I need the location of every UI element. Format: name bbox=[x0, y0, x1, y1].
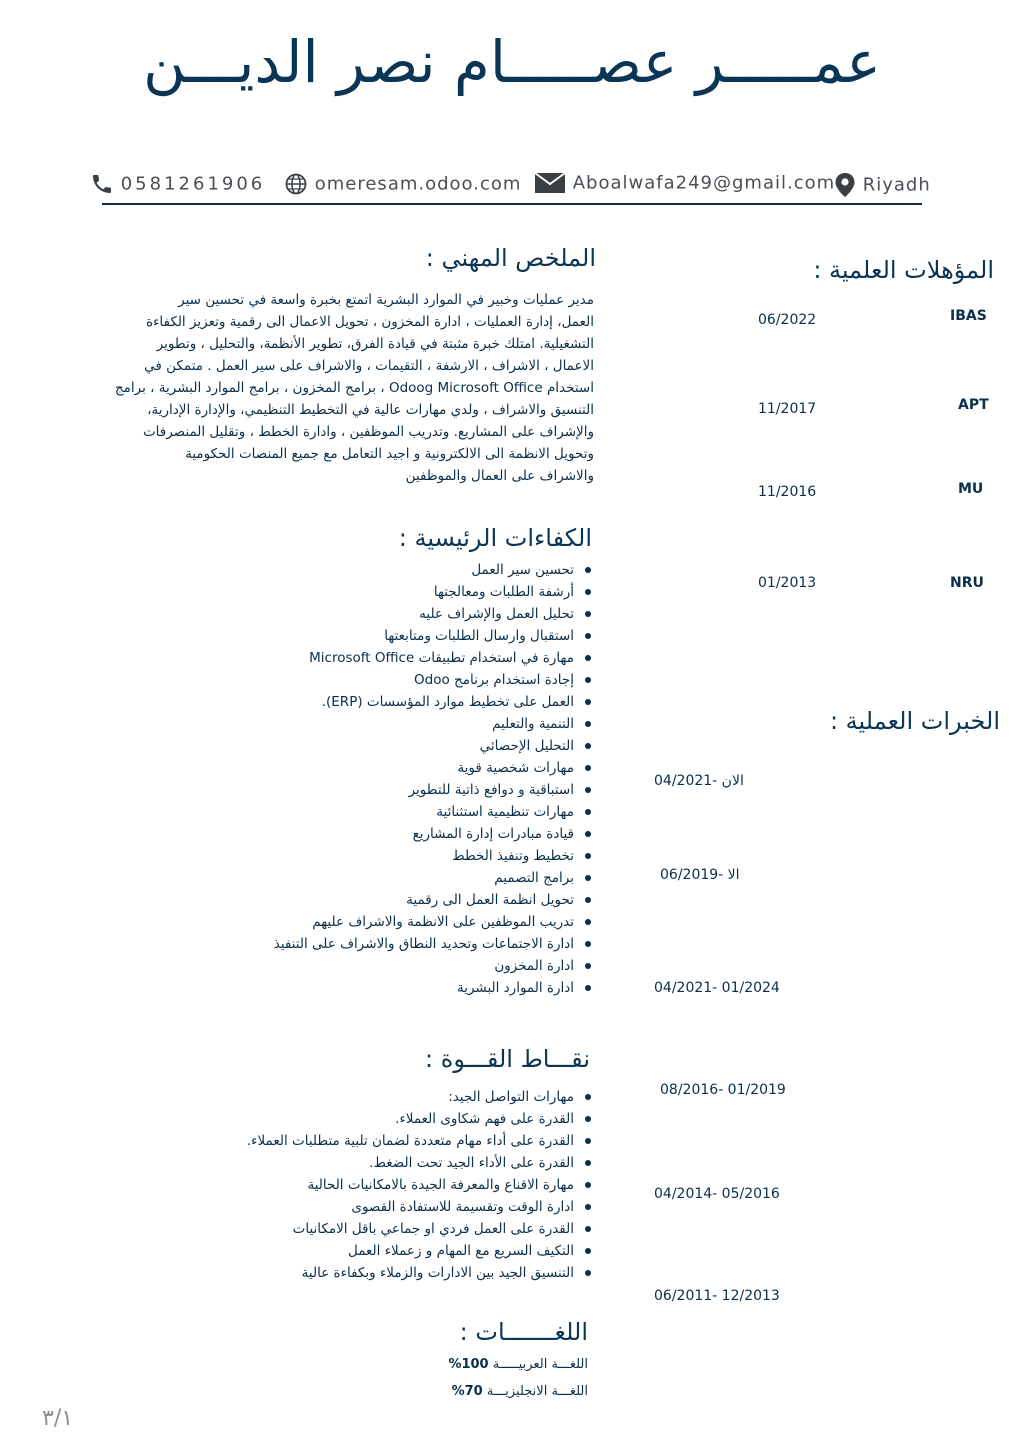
phone-icon bbox=[90, 172, 114, 196]
list-item: التنمية والتعليم bbox=[274, 713, 574, 735]
education-title: المؤهلات العلمية : bbox=[813, 256, 994, 284]
languages-title: اللغـــــــات : bbox=[459, 1318, 588, 1346]
strengths-title: نقـــاط القـــوة : bbox=[425, 1045, 590, 1073]
list-item: مهارات شخصية قوية bbox=[274, 757, 574, 779]
header-divider bbox=[102, 203, 922, 205]
list-item: التحليل الإحصائي bbox=[274, 735, 574, 757]
job-date: 06/2019- الا bbox=[660, 867, 740, 883]
summary-title: الملخص المهني : bbox=[425, 244, 596, 272]
list-item: تحسين سير العمل bbox=[274, 559, 574, 581]
list-item: مهارة الاقناع والمعرفة الجيدة بالامكانيات الحالية bbox=[247, 1174, 574, 1196]
location-pin-icon bbox=[834, 172, 856, 198]
job-date: 04/2014- 05/2016 bbox=[654, 1186, 780, 1202]
list-item: برامج التصميم bbox=[274, 867, 574, 889]
language-item bbox=[452, 1384, 588, 1399]
list-item: القدرة على العمل فردي او جماعي باقل الامكانيات bbox=[247, 1218, 574, 1240]
summary-line: الاعمال ، الاشراف ، الارشفة ، التقيمات ، والاشراف على سير العمل . متمكن في bbox=[144, 358, 594, 374]
job-date: 04/2021- الان bbox=[654, 773, 744, 789]
language-name: اللغـــة العربيـــــة bbox=[492, 1357, 588, 1372]
experience-title: الخبرات العملية : bbox=[829, 707, 1000, 735]
language-item bbox=[448, 1357, 588, 1372]
language-level: 100% bbox=[448, 1357, 489, 1372]
page-number: ٣/١ bbox=[42, 1406, 74, 1431]
globe-icon bbox=[284, 172, 308, 196]
list-item: إجادة استخدام برنامج Odoo bbox=[274, 669, 574, 691]
city-name: Riyadh bbox=[862, 174, 931, 196]
summary-line: العمل، إدارة العمليات ، ادارة المخزون ، تحويل الاعمال الى رقمية وتعزيز الكفاءة bbox=[146, 314, 594, 330]
edu-date: 06/2022 bbox=[758, 312, 817, 328]
list-item: مهارة في استخدام تطبيقات Microsoft Office bbox=[274, 647, 574, 669]
summary-line: والإشراف على المشاريع. وتدريب الموظفين ، وادارة الخطط ، وتقليل المنصرفات bbox=[142, 424, 594, 440]
edu-date: 11/2016 bbox=[758, 484, 817, 500]
edu-date: 01/2013 bbox=[758, 575, 817, 591]
edu-code: NRU bbox=[950, 575, 984, 591]
list-item: ادارة الوقت وتقسيمة للاستفادة القصوى bbox=[247, 1196, 574, 1218]
email-address: Aboalwafa249@gmail.com bbox=[572, 172, 836, 194]
page-title: عمـــــر عصـــــام نصر الديـــن bbox=[143, 28, 881, 96]
edu-code: APT bbox=[958, 397, 989, 413]
list-item: تحويل انظمة العمل الى رقمية bbox=[274, 889, 574, 911]
edu-code: MU bbox=[958, 481, 984, 497]
summary-line: مدير عمليات وخبير في الموارد البشرية اتمتع بخبرة واسعة في تحسين سير bbox=[178, 292, 594, 308]
job-date: 06/2011- 12/2013 bbox=[654, 1288, 780, 1304]
summary-line: التشغيلية. امتلك خبرة مثبتة في قيادة الفرق، تطوير الأنظمة، والتحليل ، وتطوير bbox=[156, 336, 594, 352]
list-item: استقبال وارسال الطلبات ومتابعتها bbox=[274, 625, 574, 647]
list-item: مهارات تنظيمية استثنائية bbox=[274, 801, 574, 823]
list-item: تدريب الموظفين على الانظمة والاشراف عليهم bbox=[274, 911, 574, 933]
strengths-list bbox=[247, 1086, 590, 1284]
list-item: القدرة على أداء مهام متعددة لضمان تلبية متطلبات العملاء. bbox=[247, 1130, 574, 1152]
summary-text bbox=[60, 289, 594, 487]
list-item: ادارة المخزون bbox=[274, 955, 574, 977]
list-item: تحليل العمل والإشراف عليه bbox=[274, 603, 574, 625]
list-item: التنسيق الجيد بين الادارات والزملاء وبكفاءة عالية bbox=[247, 1262, 574, 1284]
summary-line: والاشراف على العمال والموظفين bbox=[405, 468, 594, 484]
envelope-icon bbox=[534, 172, 566, 194]
list-item: القدرة على الأداء الجيد تحت الضغط. bbox=[247, 1152, 574, 1174]
edu-code: IBAS bbox=[950, 308, 987, 324]
summary-line: التنسيق والاشراف ، ولدي مهارات عالية في التخطيط التنظيمي، والإدارة الإدارية، bbox=[147, 402, 594, 418]
language-level: 70% bbox=[451, 1384, 483, 1399]
job-date: 08/2016- 01/2019 bbox=[660, 1082, 786, 1098]
list-item: ادارة الموارد البشرية bbox=[274, 977, 574, 999]
list-item: تخطيط وتنفيذ الخطط bbox=[274, 845, 574, 867]
website-link: omeresam.odoo.com bbox=[314, 173, 522, 195]
competencies-title: الكفاءات الرئيسية : bbox=[398, 524, 592, 552]
list-item: استباقية و دوافع ذاتية للتطوير bbox=[274, 779, 574, 801]
competencies-list bbox=[274, 559, 590, 999]
list-item: ادارة الاجتماعات وتحديد النطاق والاشراف على التنفيذ bbox=[274, 933, 574, 955]
website-contact[interactable] bbox=[284, 172, 521, 202]
phone-contact[interactable] bbox=[90, 172, 265, 202]
list-item: التكيف السريع مع المهام و زعملاء العمل bbox=[247, 1240, 574, 1262]
summary-line: وتحويل الانظمة الى الالكترونية و اجيد التعامل مع جميع المنصات الحكومية bbox=[185, 446, 594, 462]
list-item: مهارات التواصل الجيد: bbox=[247, 1086, 574, 1108]
list-item: أرشفة الطلبات ومعالجتها bbox=[274, 581, 574, 603]
email-contact[interactable] bbox=[534, 172, 835, 202]
edu-date: 11/2017 bbox=[758, 401, 817, 417]
language-name: اللغـــة الانجليزيـــة bbox=[486, 1384, 588, 1399]
location-contact bbox=[834, 172, 931, 202]
phone-number: 0581261906 bbox=[120, 173, 266, 195]
summary-line: استخدام Odoog Microsoft Office ، برامج المخزون ، برامج الموارد البشرية ، برامج bbox=[114, 380, 594, 396]
list-item: العمل على تخطيط موارد المؤسسات (ERP). bbox=[274, 691, 574, 713]
list-item: القدرة على فهم شكاوى العملاء. bbox=[247, 1108, 574, 1130]
job-date: 04/2021- 01/2024 bbox=[654, 980, 780, 996]
list-item: قيادة مبادرات إدارة المشاريع bbox=[274, 823, 574, 845]
